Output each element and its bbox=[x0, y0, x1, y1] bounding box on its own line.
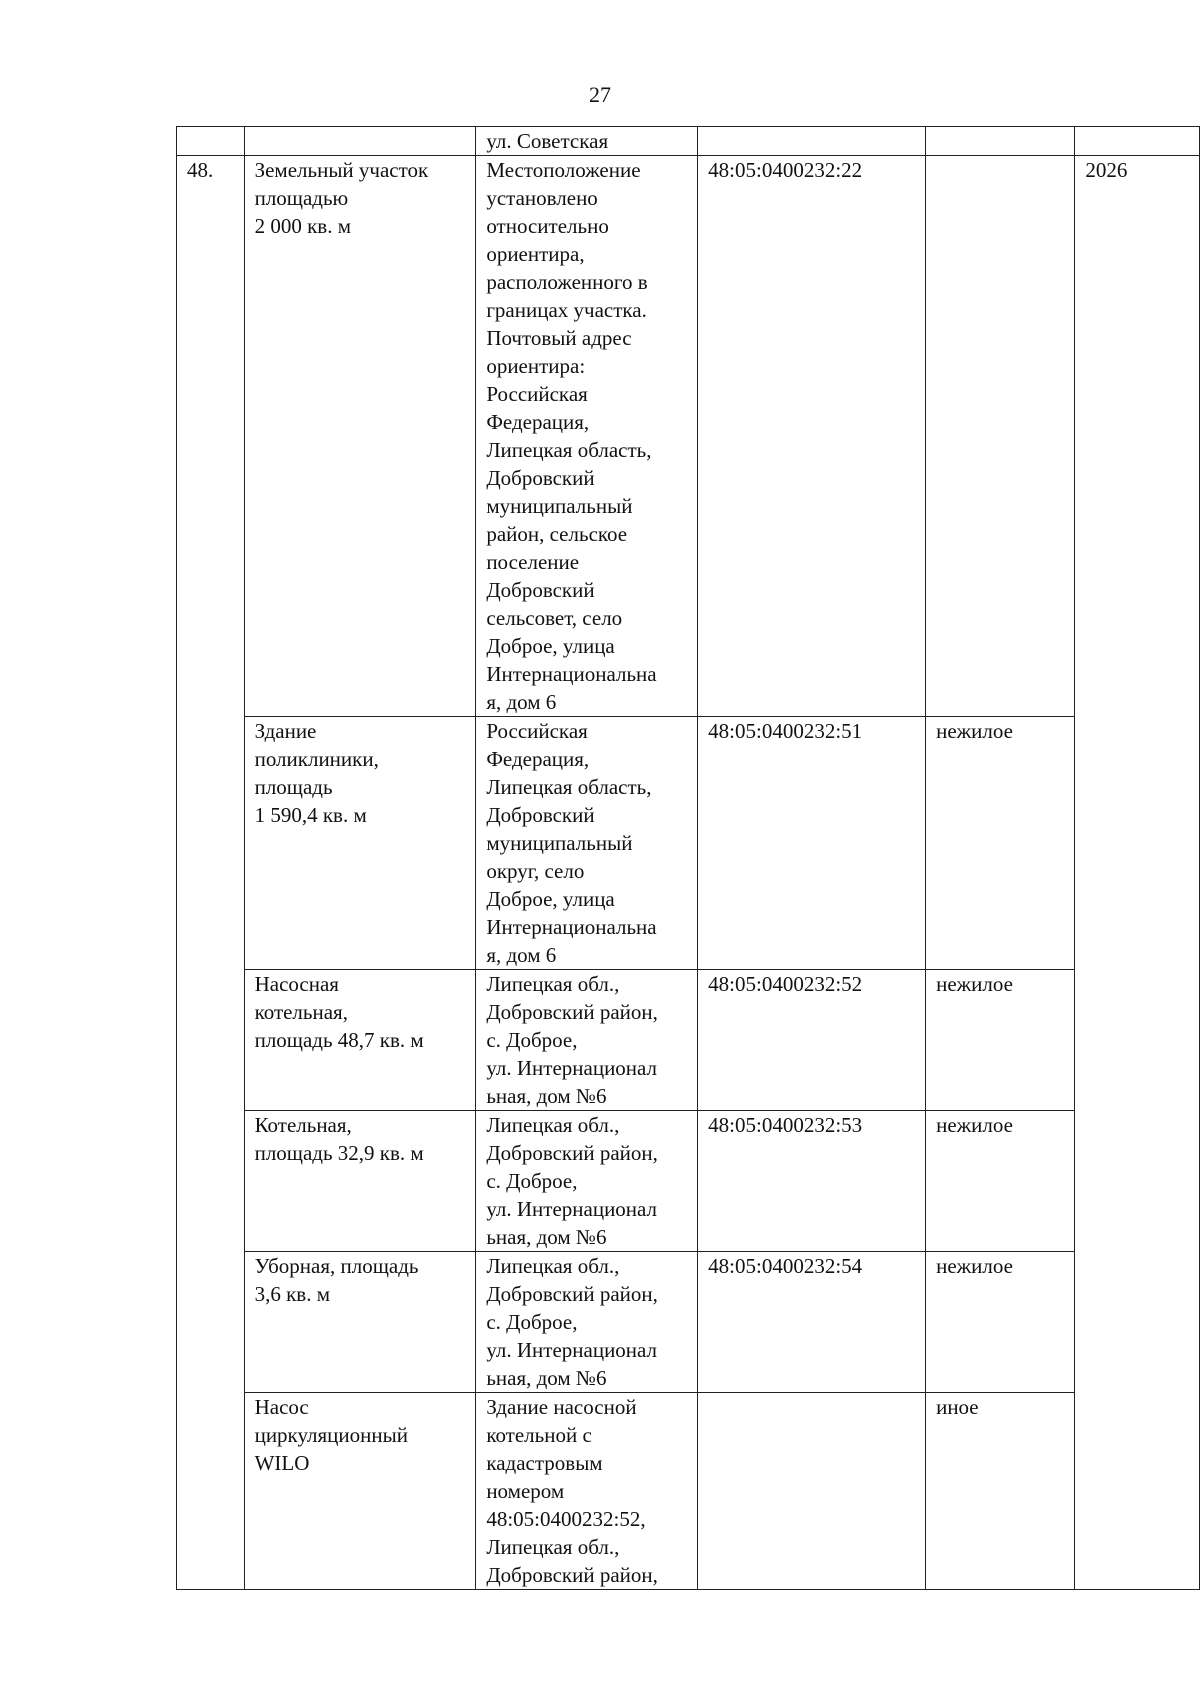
address-cell bbox=[476, 717, 698, 970]
object-type: нежилое bbox=[936, 719, 1013, 743]
year-value: 2026 bbox=[1085, 158, 1128, 182]
object-name: Насос циркуляционный WILO bbox=[254, 1395, 408, 1475]
address-cell bbox=[476, 1252, 698, 1393]
cadastral-cell bbox=[698, 1393, 926, 1590]
object-name: Котельная, площадь 32,9 кв. м bbox=[254, 1113, 424, 1165]
cadastral-number: 48:05:0400232:52 bbox=[708, 972, 863, 996]
table-row bbox=[177, 1252, 1200, 1393]
object-name: Земельный участок площадью 2 000 кв. м bbox=[254, 158, 429, 238]
cadastral-cell bbox=[698, 970, 926, 1111]
name-cell bbox=[244, 156, 476, 717]
name-cell bbox=[244, 1393, 476, 1590]
cadastral-cell bbox=[698, 156, 926, 717]
object-name: Уборная, площадь 3,6 кв. м bbox=[254, 1254, 419, 1306]
year-cell bbox=[1075, 156, 1200, 1590]
table-row bbox=[177, 970, 1200, 1111]
object-type: нежилое bbox=[936, 1113, 1013, 1137]
object-address: Российская Федерация, Липецкая область, Добровский муниципальный округ, село Доброе, улица Интернациональна я, дом 6 bbox=[486, 719, 657, 967]
address-cell bbox=[476, 127, 698, 156]
name-cell bbox=[244, 1252, 476, 1393]
object-address: Липецкая обл., Добровский район, с. Доброе, ул. Интернационал ьная, дом №6 bbox=[486, 972, 658, 1108]
address-cell bbox=[476, 1111, 698, 1252]
name-cell bbox=[244, 1111, 476, 1252]
type-cell bbox=[926, 970, 1075, 1111]
property-table bbox=[176, 126, 1200, 1590]
object-address: Здание насосной котельной с кадастровым номером 48:05:0400232:52, Липецкая обл., Добровский район, bbox=[486, 1395, 658, 1587]
type-cell bbox=[926, 717, 1075, 970]
object-name: Здание поликлиники, площадь 1 590,4 кв. м bbox=[254, 719, 379, 827]
table-row bbox=[177, 1393, 1200, 1590]
object-address: Липецкая обл., Добровский район, с. Доброе, ул. Интернационал ьная, дом №6 bbox=[486, 1254, 658, 1390]
cadastral-number: 48:05:0400232:22 bbox=[708, 158, 863, 182]
entry-number-cell bbox=[177, 156, 245, 1590]
type-cell bbox=[926, 1252, 1075, 1393]
type-cell bbox=[926, 1393, 1075, 1590]
table-row bbox=[177, 156, 1200, 717]
year-cell bbox=[1075, 127, 1200, 156]
address-text: ул. Советская bbox=[486, 129, 609, 153]
type-cell bbox=[926, 1111, 1075, 1252]
cadastral-cell bbox=[698, 127, 926, 156]
cadastral-cell bbox=[698, 1252, 926, 1393]
name-cell bbox=[244, 717, 476, 970]
cadastral-number: 48:05:0400232:51 bbox=[708, 719, 863, 743]
table-row bbox=[177, 1111, 1200, 1252]
type-cell bbox=[926, 156, 1075, 717]
cadastral-cell bbox=[698, 1111, 926, 1252]
object-name: Насосная котельная, площадь 48,7 кв. м bbox=[254, 972, 424, 1052]
cadastral-number: 48:05:0400232:54 bbox=[708, 1254, 863, 1278]
address-cell bbox=[476, 1393, 698, 1590]
object-type: нежилое bbox=[936, 972, 1013, 996]
cadastral-number: 48:05:0400232:53 bbox=[708, 1113, 863, 1137]
address-cell bbox=[476, 156, 698, 717]
address-cell bbox=[476, 970, 698, 1111]
type-cell bbox=[926, 127, 1075, 156]
name-cell bbox=[244, 127, 476, 156]
cadastral-cell bbox=[698, 717, 926, 970]
table-row bbox=[177, 127, 1200, 156]
table-row bbox=[177, 717, 1200, 970]
page-number: 27 bbox=[589, 82, 611, 107]
object-address: Липецкая обл., Добровский район, с. Доброе, ул. Интернационал ьная, дом №6 bbox=[486, 1113, 658, 1249]
number-cell bbox=[177, 127, 245, 156]
entry-number: 48. bbox=[187, 158, 214, 182]
object-address: Местоположение установлено относительно ориентира, расположенного в границах участка. Почтовый адрес ориентира: Российская Федерация, Липецкая область, Добровский муниципальный район, сельское поселение Добровский сельсовет, село Доброе, улица Интернациональна я, дом 6 bbox=[486, 158, 657, 714]
object-type: нежилое bbox=[936, 1254, 1013, 1278]
name-cell bbox=[244, 970, 476, 1111]
object-type: иное bbox=[936, 1395, 979, 1419]
